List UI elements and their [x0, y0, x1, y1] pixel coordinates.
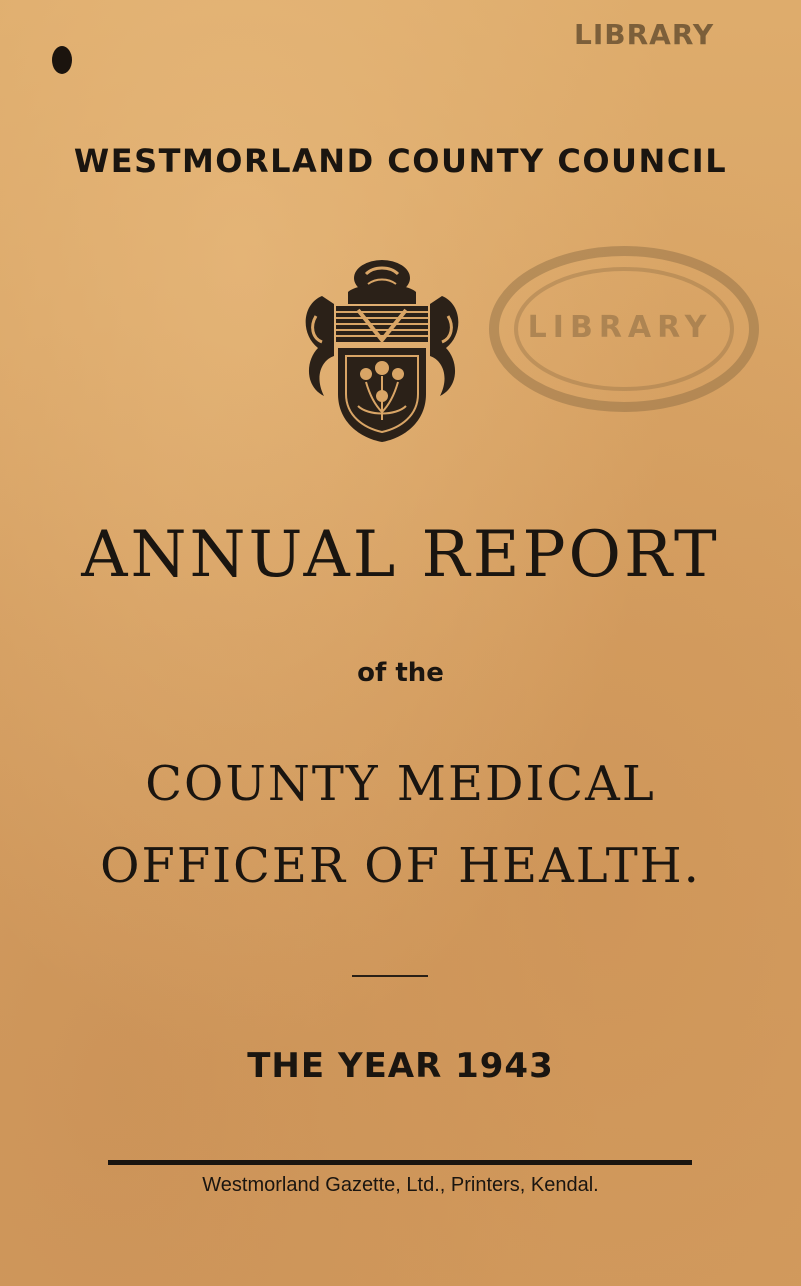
officer-title-line1: COUNTY MEDICAL	[145, 756, 656, 812]
divider-thick	[108, 1160, 692, 1165]
library-stamp-label: LIBRARY	[527, 310, 713, 345]
punch-hole-icon	[52, 46, 72, 74]
report-year: THE YEAR 1943	[247, 1046, 554, 1086]
council-name: WESTMORLAND COUNTY COUNCIL	[73, 142, 728, 180]
printer-imprint: Westmorland Gazette, Ltd., Printers, Kendal.	[202, 1174, 599, 1196]
officer-title-line2: OFFICER OF HEALTH.	[100, 838, 701, 894]
library-stamp-top: LIBRARY	[574, 18, 715, 51]
report-subtitle-of-the: of the	[357, 658, 444, 688]
report-title: ANNUAL REPORT	[81, 518, 720, 592]
county-coat-of-arms-icon	[296, 256, 468, 444]
divider-short	[352, 975, 428, 977]
